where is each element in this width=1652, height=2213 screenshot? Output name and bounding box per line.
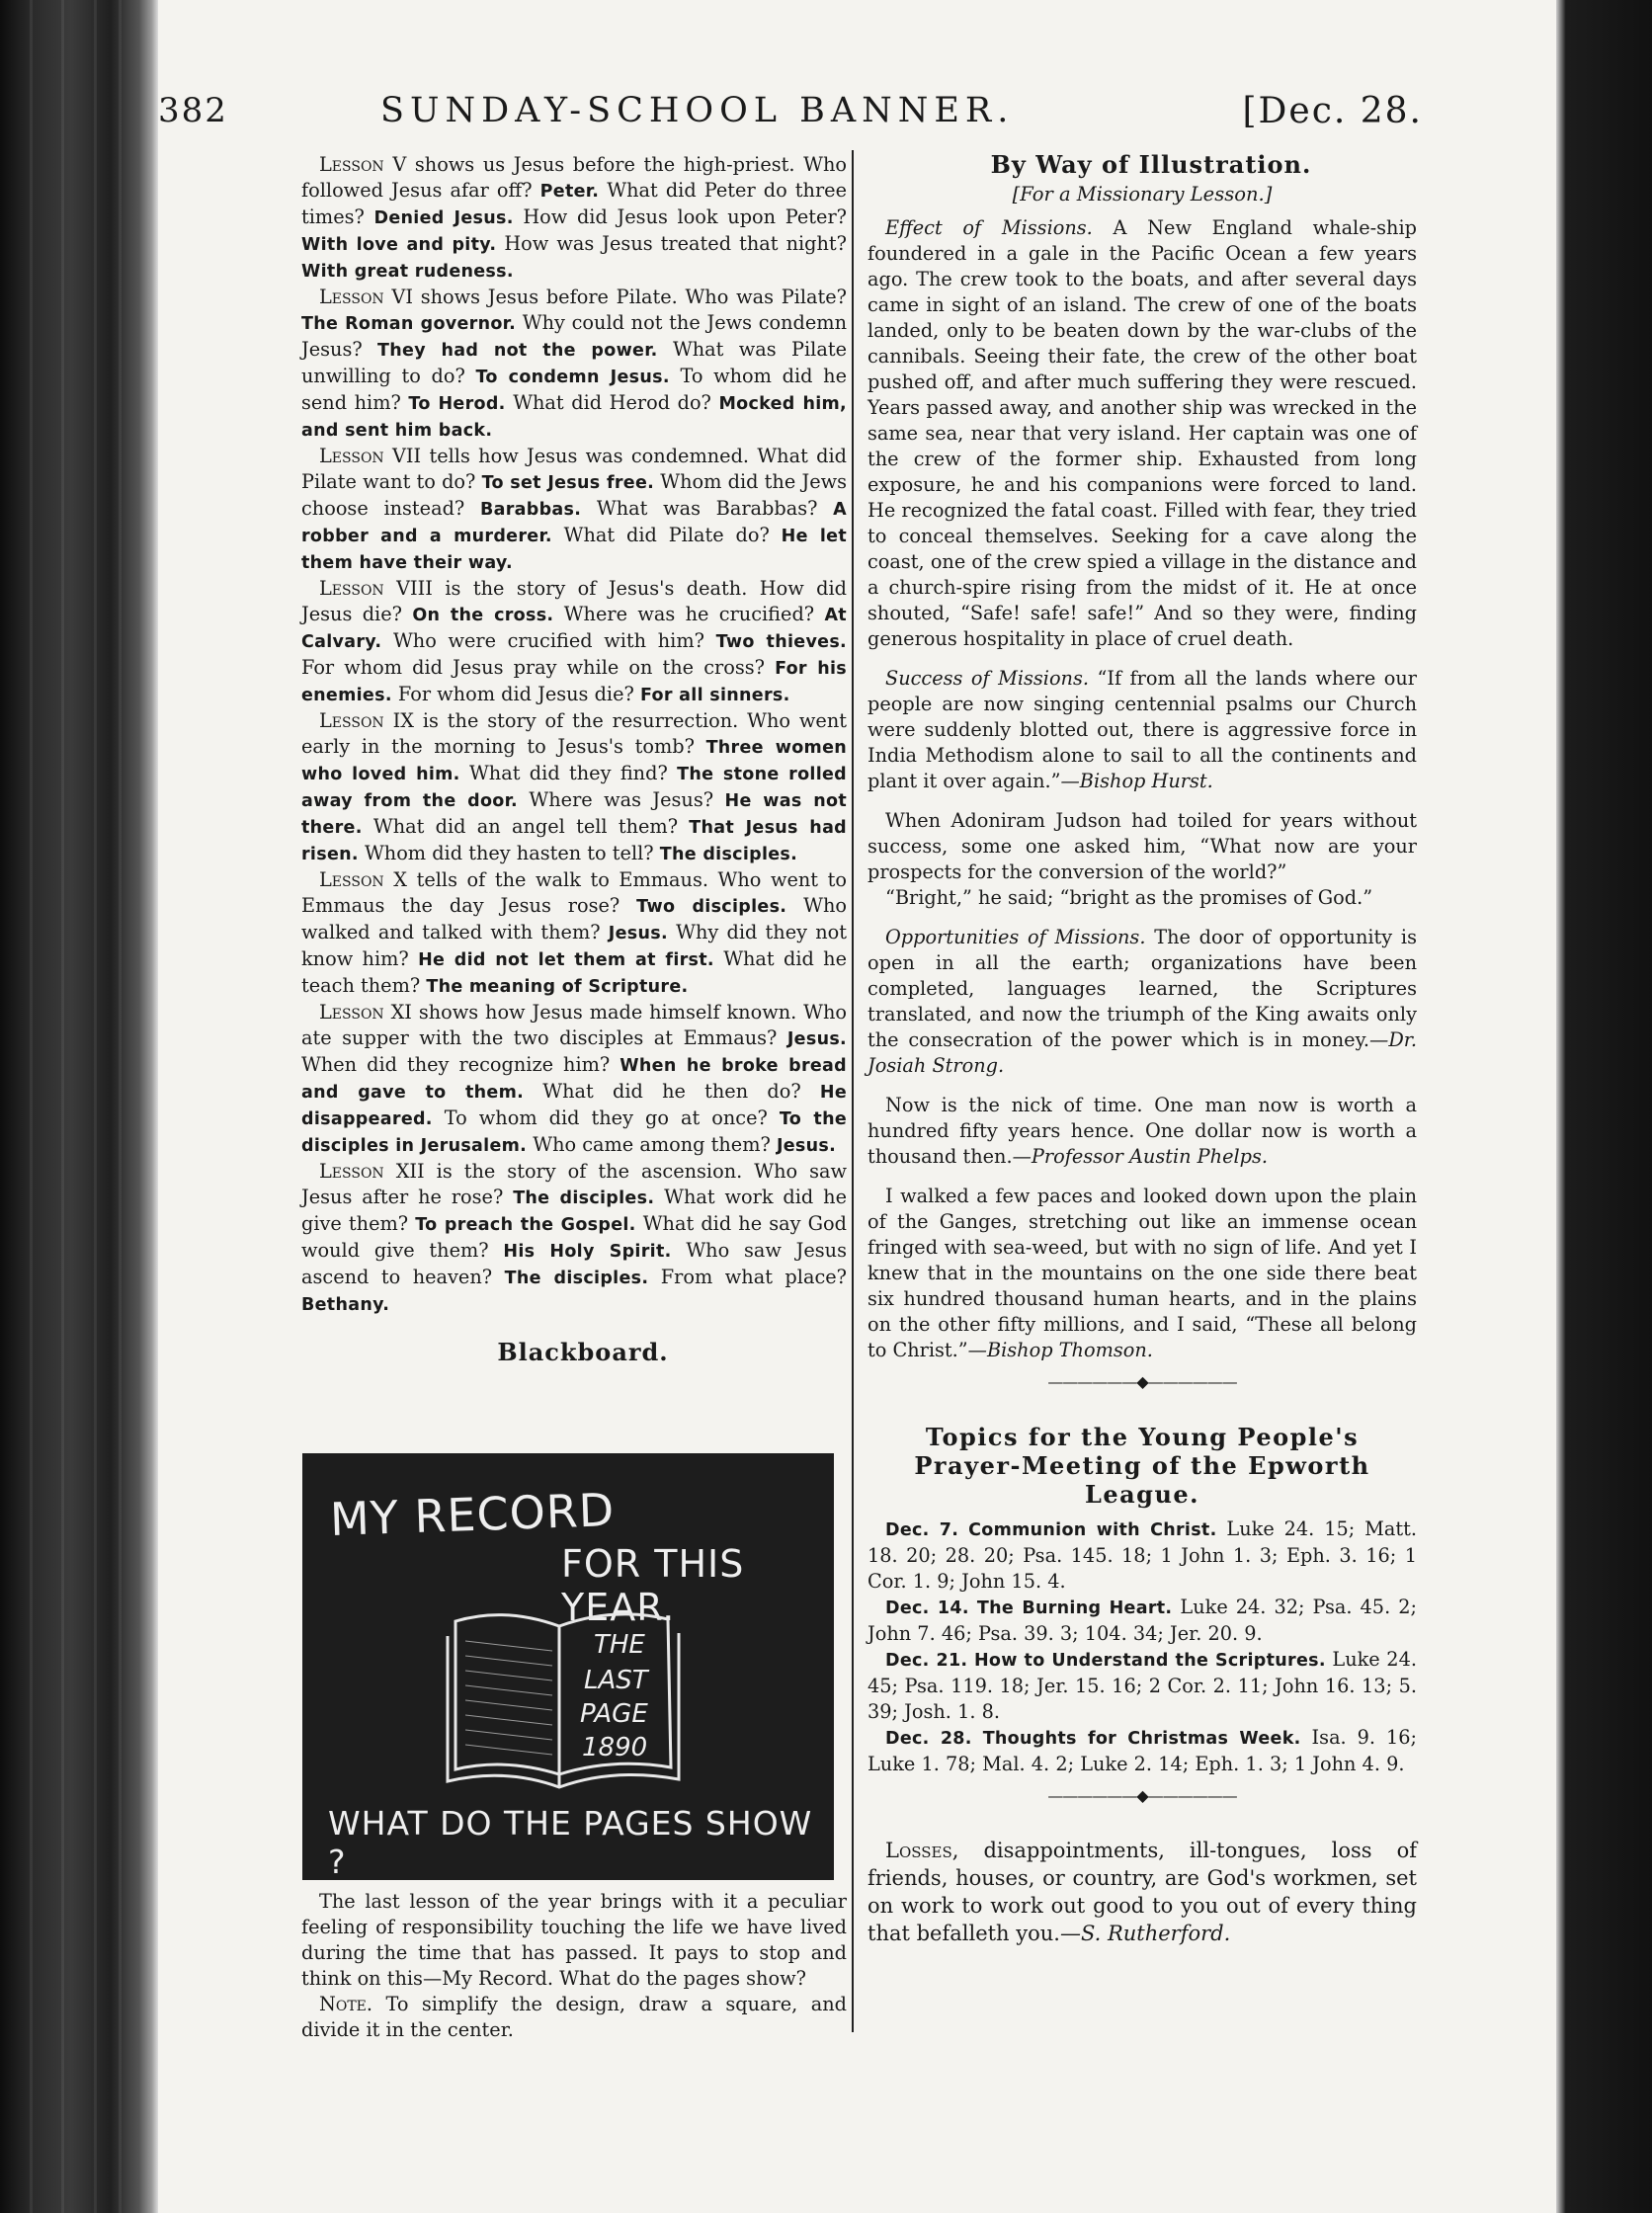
book-text-line-3: PAGE [580,1699,648,1729]
lesson-question: How was Jesus treated that night? [496,232,847,255]
lesson-question: Whom did the Jews choose instead? [301,470,847,520]
publication-title: SUNDAY-SCHOOL BANNER. [380,91,1015,130]
lesson-question: For whom did Jesus die? [391,683,640,705]
lesson-answer: At Calvary. [301,606,847,652]
lesson-question: What did he teach them? [301,947,847,997]
lesson-question: V shows us Jesus before the high-priest. Who followed Jesus afar off? [301,153,847,202]
lesson-question: XI shows how Jesus made himself known. Who ate supper with the two disciples at Emmaus? [301,1001,847,1049]
topic-title: How to Understand the Scriptures. [973,1651,1326,1671]
nick-attribution: —Professor Austin Phelps. [1012,1145,1269,1168]
lesson-question: What did he then do? [524,1080,820,1103]
lesson-answer: Peter. [539,182,600,202]
lesson-paragraph [301,1000,847,1159]
ganges-paragraph [867,1184,1417,1363]
facing-page-edge [1556,0,1652,2213]
lesson-label: Lesson [319,445,384,467]
topic-title: The Burning Heart. [976,1598,1173,1618]
lesson-question: Whom did they hasten to tell? [358,842,660,864]
ganges-attribution: —Bishop Thomson. [967,1339,1153,1361]
lesson-question: What work did he give them? [301,1186,847,1235]
lesson-question: XII is the story of the ascension. Who saw Jesus after he rose? [301,1160,847,1208]
lesson-question: When did they recognize him? [301,1053,620,1076]
illustration-subheading: [For a Missionary Lesson.] [1012,183,1273,205]
issue-date: [Dec. 28. [1242,91,1423,131]
lesson-paragraph [301,576,847,708]
ornament-divider-2: ——————◆—————— [1047,1786,1237,1805]
topic-item [867,1595,1417,1647]
column-divider [852,150,854,2032]
effect-lead: Effect of Missions. [885,216,1093,239]
losses-lead: Losses [885,1839,952,1862]
lesson-question: VIII is the story of Jesus's death. How did Jesus die? [301,577,847,625]
lesson-answer: A robber and a murderer. [301,500,848,546]
lesson-answer: He was not there. [301,791,847,838]
lesson-answer: To set Jesus free. [481,473,655,493]
lesson-question: What did Pilate do? [551,524,782,546]
lesson-answer: To Herod. [408,394,506,414]
topic-spacer [969,1596,977,1618]
lesson-label: Lesson [319,709,384,732]
lesson-paragraph [301,708,847,867]
topic-refs: Isa. 9. 16; Luke 1. 78; Mal. 4. 2; Luke 2. 14; Eph. 1. 3; 1 John 4. 9. [867,1726,1418,1775]
lesson-answer: On the cross. [412,606,554,625]
lesson-answer: Jesus. [786,1029,847,1049]
lesson-answer: With love and pity. [301,235,497,255]
left-column [301,152,847,1365]
lesson-answer: Three women who loved him. [301,738,847,784]
blackboard-line-3: WHAT DO THE PAGES SHOW ? [328,1804,813,1881]
lesson-answer: The disciples. [504,1269,649,1288]
lesson-label: Lesson [319,1160,384,1183]
topic-title: Communion with Christ. [968,1520,1217,1540]
lesson-answer: They had not the power. [377,341,658,361]
lesson-answer: Jesus. [776,1136,837,1156]
lesson-answer: The stone rolled away from the door. [301,765,848,811]
lesson-paragraph [301,1159,847,1318]
book-binding [0,0,158,2213]
open-book-icon [436,1601,693,1794]
blackboard-paragraph: The last lesson of the year brings with it a peculiar feeling of responsibility touching the life we have lived during the time that has passed. It pays to stop and think on this—My Record. What do the pages show? [301,1890,847,1990]
lesson-question: Who came among them? [527,1133,777,1156]
lesson-answer: His Holy Spirit. [503,1242,672,1262]
lesson-answer: Barabbas. [479,500,582,520]
lesson-paragraph [301,285,847,444]
lesson-label: Lesson [319,286,384,308]
topic-item [867,1647,1417,1725]
opportunities-lead: Opportunities of Missions. [885,926,1146,948]
topic-item [867,1516,1417,1595]
topics-list [867,1516,1417,1777]
blackboard-illustration [302,1453,834,1880]
blackboard-heading: Blackboard. [497,1338,669,1366]
ganges-text: I walked a few paces and looked down upon the plain of the Ganges, stretching out like an immense ocean fringed with sea-weed, but with no sign of life. And yet I knew that in the mountains on the one side there beat six hundred thousand human hearts, and in the plains on the other fifty millions, and I said, “These all belong to Christ.” [867,1185,1417,1361]
book-text-line-4: 1890 [582,1733,648,1762]
lesson-question: What was Pilate unwilling to do? [301,338,847,387]
lesson-label: Lesson [319,153,384,176]
lesson-paragraph [301,867,847,1000]
lesson-question: What did they find? [459,762,678,784]
topic-refs: Luke 24. 45; Psa. 119. 18; Jer. 15. 16; 2 Cor. 2. 11; John 16. 13; 5. 39; Josh. 1. 8. [867,1648,1417,1723]
lesson-question: Who saw Jesus ascend to heaven? [301,1239,847,1288]
lesson-answer: Two disciples. [636,897,787,917]
lesson-paragraph [301,152,847,285]
lesson-question: What did he say God would give them? [301,1212,847,1262]
lesson-question: Where was Jesus? [518,788,725,811]
lesson-label: Lesson [319,868,384,891]
nick-text: Now is the nick of time. One man now is worth a hundred fifty years hence. One dollar now is worth a thousand then. [867,1094,1417,1168]
success-text: “If from all the lands where our people are now singing centennial psalms our Church were suddenly blotted out, there is aggressive force in India Methodism alone to sail to all the continents and plant it over again.” [867,667,1418,792]
lesson-answer: Denied Jesus. [373,208,514,228]
lesson-question: To whom did they go at once? [432,1106,780,1129]
lesson-question: Why could not the Jews condemn Jesus? [301,311,848,361]
lesson-answer: Jesus. [608,924,668,943]
blackboard-line-1: MY RECORD [329,1482,617,1547]
topics-heading: Topics for the Young People's Prayer-Meeting of the Epworth League. [914,1423,1370,1509]
lesson-answer: To condemn Jesus. [475,368,670,387]
lesson-answer: Bethany. [301,1295,390,1315]
lesson-answer: To preach the Gospel. [415,1215,636,1235]
topic-date: Dec. 28. [885,1729,972,1749]
lesson-answer: The disciples. [513,1188,655,1208]
lesson-question: VI shows Jesus before Pilate. Who was Pilate? [383,286,847,308]
blackboard-notes [301,1889,847,2043]
topic-date: Dec. 14. [885,1598,969,1618]
opportunities-text: The door of opportunity is open in all the earth; organizations have been completed, languages learned, the Scriptures translated, and now the triumph of the King awaits only the consecration of the power which is in money. [867,926,1417,1051]
lesson-question: Where was he crucified? [553,603,825,625]
topic-date: Dec. 7. [885,1520,959,1540]
lesson-answer: He did not let them at first. [418,950,714,970]
lesson-question: From what place? [648,1266,847,1288]
opportunities-of-missions [867,925,1417,1079]
book-text-line-1: THE [594,1630,645,1660]
lesson-answer: The disciples. [659,845,798,864]
lesson-question: How did Jesus look upon Peter? [513,205,847,228]
blackboard-note [301,1992,847,2043]
topic-spacer [972,1726,983,1749]
note-label: Note. [319,1993,373,2015]
lesson-answer: To the disciples in Jerusalem. [301,1109,847,1156]
losses-text: , disappointments, ill-tongues, loss of friends, houses, or country, are God's workmen, set on work to work out good to you out of every thing that befalleth you. [867,1839,1417,1945]
topic-refs: Luke 24. 15; Matt. 18. 20; 28. 20; Psa. 145. 18; 1 John 1. 3; Eph. 3. 16; 1 Cor. 1. 9; John 15. 4. [867,1517,1417,1593]
lesson-answer: With great rudeness. [301,262,514,282]
book-text-line-2: LAST [584,1666,648,1695]
blackboard-line-2: FOR THIS YEAR. [561,1542,745,1629]
lesson-question: X tells of the walk to Emmaus. Who went to Emmaus the day Jesus rose? [301,868,847,917]
lesson-question: To whom did he send him? [301,365,848,414]
topic-item [867,1725,1417,1777]
success-attribution: —Bishop Hurst. [1060,770,1213,792]
page-header [158,91,1423,140]
topic-spacer [967,1648,974,1671]
lesson-answer: He let them have their way. [301,527,847,573]
success-lead: Success of Missions. [885,667,1090,690]
effect-text: A New England whale-ship foundered in a gale in the Pacific Ocean a few years ago. The crew took to the boats, and after several days came in sight of an island. The crew of one of the boats landed, only to be beaten down by the war-clubs of the cannibals. Seeing their fate, the crew of the other boat pushed off, and after much suffering they were rescued. Years passed away, and another ship was wrecked in the same sea, near that very island. Her captain was one of the crew of the former ship. Exhausted from long exposure, he and his companions were forced to land. He recognized the fatal coast. Filled with fear, they tried to conceal themselves. Seeking for a cave along the coast, one of the crew spied a village in the distance and a church-spire rising from the midst of it. He at once shouted, “Safe! safe! safe!” And so they were, finding generous hospitality in place of cruel death. [867,216,1417,650]
topic-title: Thoughts for Christmas Week. [982,1729,1301,1749]
judson-paragraph: When Adoniram Judson had toiled for years without success, some one asked him, “What now are your prospects for the conversion of the world?” [867,809,1417,883]
judson-reply: “Bright,” he said; “bright as the promises of God.” [885,886,1373,909]
page-number: 382 [158,91,228,130]
losses-block [867,1837,1417,1947]
lesson-answer: For his enemies. [301,659,847,705]
illustration-heading: By Way of Illustration. [990,150,1312,179]
success-of-missions [867,666,1417,794]
topic-date: Dec. 21. [885,1651,968,1671]
lesson-answer: For all sinners. [639,686,790,705]
right-column [867,152,1417,1947]
lesson-question: Who walked and talked with them? [301,894,847,943]
ornament-divider: ——————◆—————— [1047,1372,1237,1391]
lesson-answer: Mocked him, and sent him back. [301,394,847,441]
topic-refs: Luke 24. 32; Psa. 45. 2; John 7. 46; Psa. 39. 3; 104. 34; Jer. 20. 9. [867,1596,1417,1645]
lesson-question: Who were crucified with him? [381,629,716,652]
lesson-list [301,152,847,1318]
lesson-question: For whom did Jesus pray while on the cross? [301,656,776,679]
lesson-answer: The meaning of Scripture. [426,977,689,997]
topic-spacer [958,1517,968,1540]
lesson-label: Lesson [319,577,384,600]
losses-paragraph [867,1837,1417,1947]
losses-attribution: —S. Rutherford. [1059,1922,1231,1945]
lesson-question: What did Peter do three times? [301,179,848,228]
lesson-answer: When he broke bread and gave to them. [301,1056,847,1103]
lesson-question: IX is the story of the resurrection. Who went early in the morning to Jesus's tomb? [301,709,847,758]
lesson-answer: Two thieves. [715,632,847,652]
nick-of-time [867,1093,1417,1170]
lesson-question: What did Herod do? [505,391,719,414]
opportunities-attribution: —Dr. Josiah Strong. [867,1028,1417,1077]
note-text: To simplify the design, draw a square, and divide it in the center. [301,1993,847,2041]
lesson-answer: He disappeared. [301,1083,848,1129]
lesson-answer: That Jesus had risen. [301,818,847,864]
lesson-paragraph [301,444,847,576]
lesson-answer: The Roman governor. [301,314,517,334]
lesson-question: Why did they not know him? [301,921,847,970]
lesson-label: Lesson [319,1001,384,1024]
lesson-question: What was Barabbas? [581,497,834,520]
lesson-question: What did an angel tell them? [362,815,690,838]
lesson-question: VII tells how Jesus was condemned. What did Pilate want to do? [301,445,847,493]
effect-of-missions [867,215,1417,652]
